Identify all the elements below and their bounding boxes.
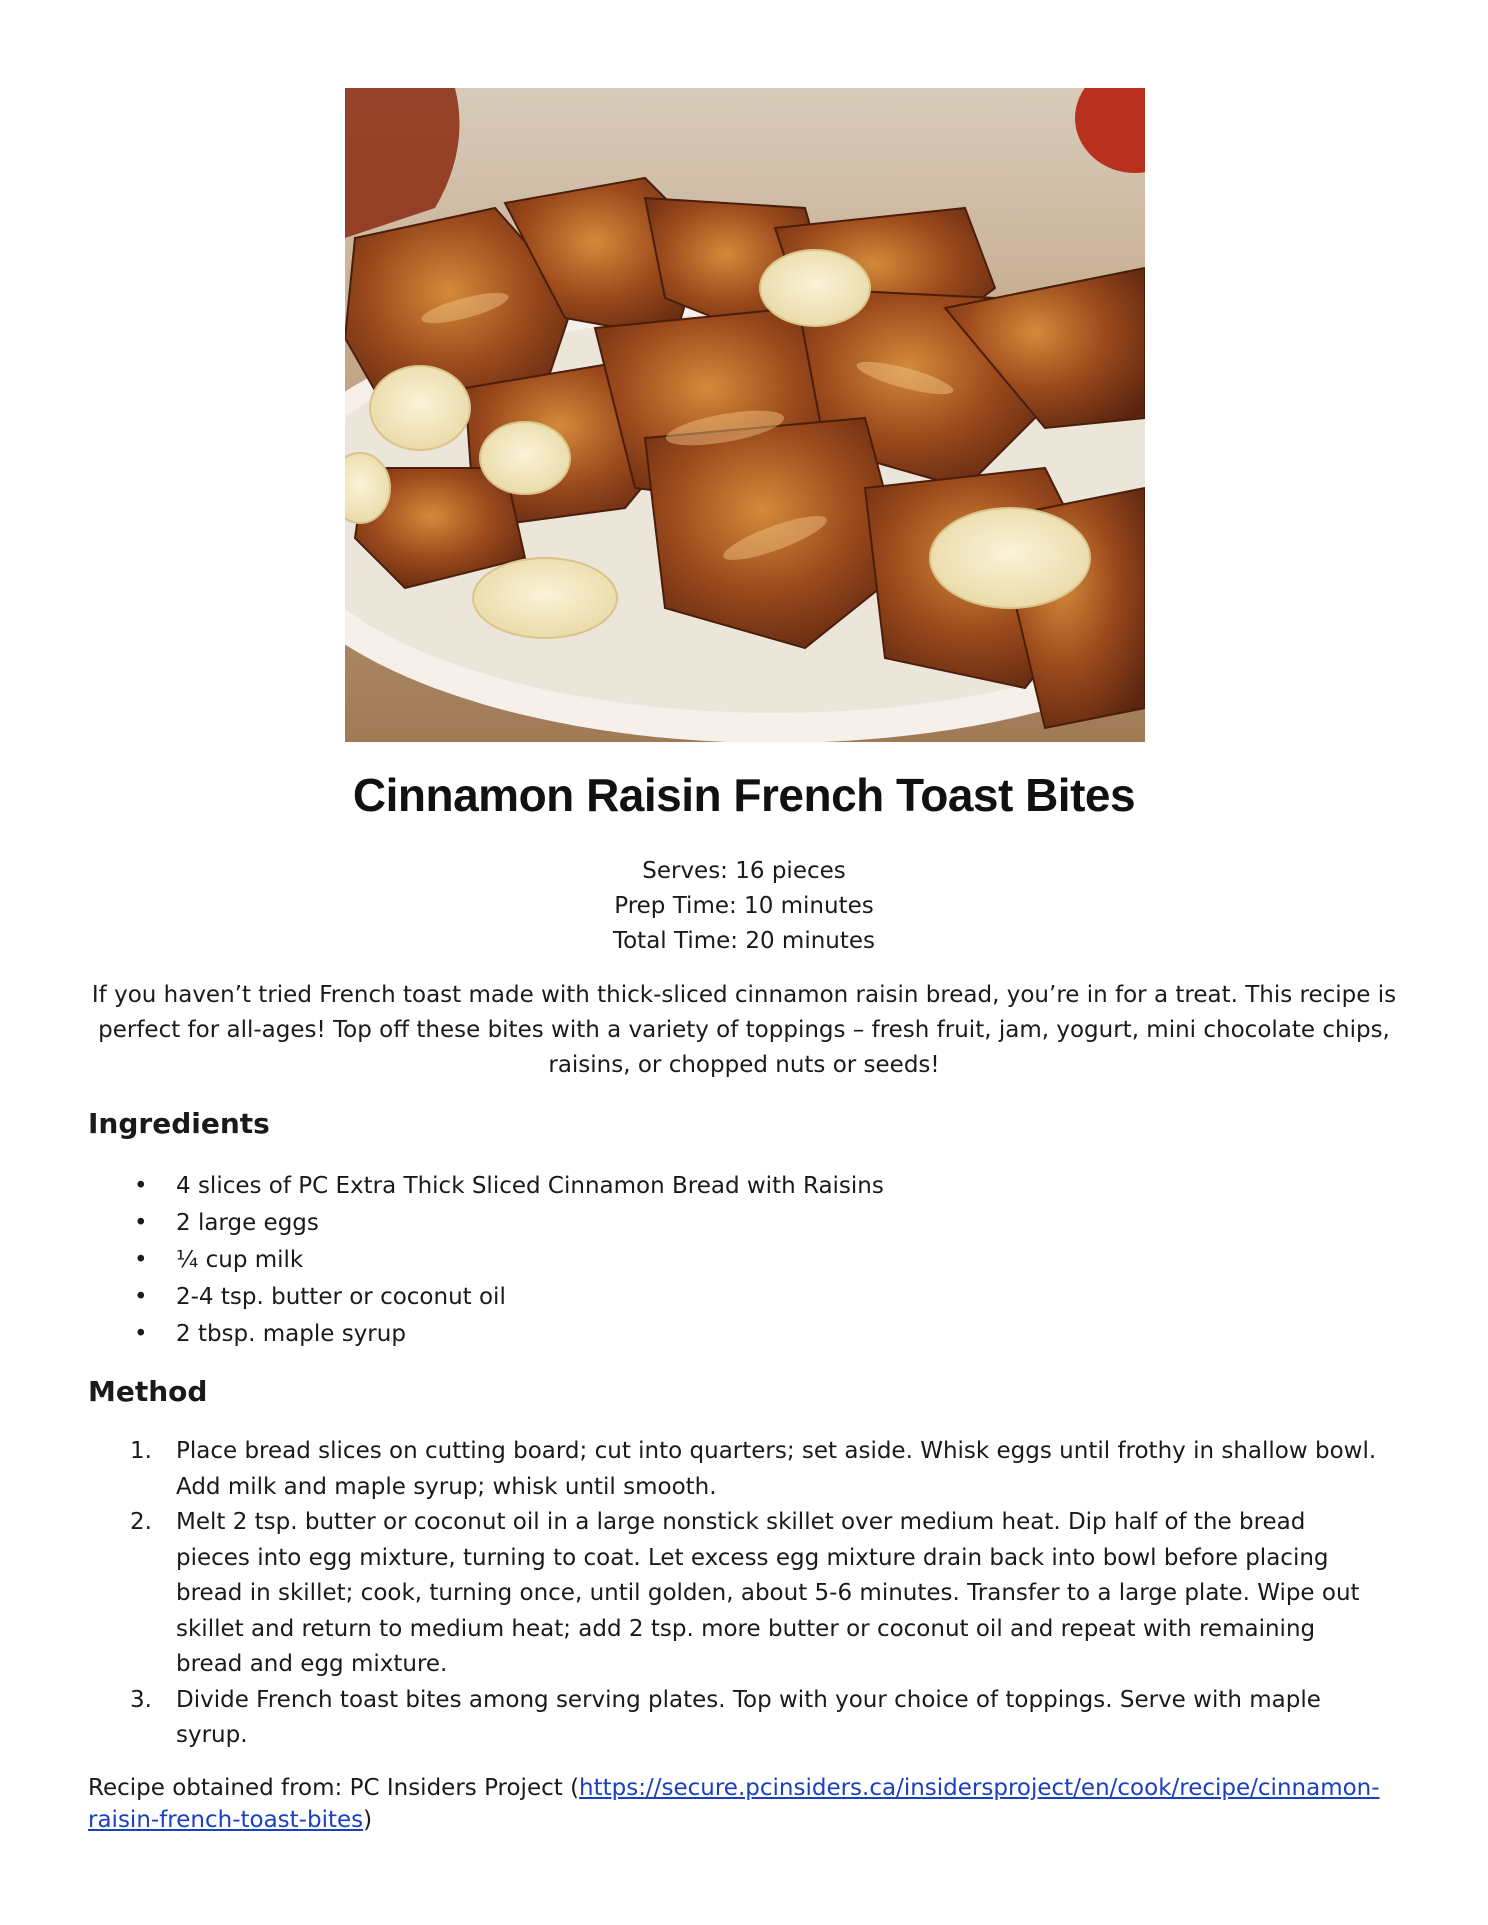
ingredient-item xyxy=(88,1168,1388,1205)
ingredient-text: 2 tbsp. maple syrup xyxy=(176,1321,406,1347)
ingredient-item xyxy=(88,1316,1388,1353)
step-number: 3. xyxy=(130,1686,152,1713)
method-step xyxy=(88,1683,1378,1754)
recipe-intro: If you haven’t tried French toast made with thick-sliced cinnamon raisin bread, you’re in for a treat. This recipe is perfect for all-ages! Top off these bites with a variety of toppings – fresh fruit, jam, yogurt, mini chocolate chips, raisins, or chopped nuts or seeds! xyxy=(91,982,1397,1078)
recipe-meta xyxy=(0,854,1488,959)
ingredient-text: 2-4 tsp. butter or coconut oil xyxy=(176,1284,506,1310)
step-number: 2. xyxy=(130,1509,152,1535)
prep-time-text: Prep Time: 10 minutes xyxy=(614,893,874,919)
ingredient-item xyxy=(88,1279,1388,1316)
method-step xyxy=(88,1505,1378,1683)
ingredients-heading: Ingredients xyxy=(88,1107,270,1140)
step-text: Place bread slices on cutting board; cut into quarters; set aside. Whisk eggs until frothy in shallow bowl. Add milk and maple syrup; whisk until smooth. xyxy=(176,1438,1377,1500)
source-suffix: ) xyxy=(363,1807,373,1833)
bullet-icon: • xyxy=(134,1321,148,1347)
ingredient-text: 2 large eggs xyxy=(176,1210,319,1236)
bullet-icon: • xyxy=(134,1173,148,1199)
ingredient-text: 4 slices of PC Extra Thick Sliced Cinnamon Bread with Raisins xyxy=(176,1173,884,1199)
serves-text: Serves: 16 pieces xyxy=(642,858,846,884)
step-text: Melt 2 tsp. butter or coconut oil in a large nonstick skillet over medium heat. Dip half of the bread pieces into egg mixture, turning to coat. Let excess egg mixture drain back into bowl before placing bread in skillet; cook, turning once, until golden, about 5-6 minutes. Transfer to a large plate. Wipe out skillet and return to medium heat; add 2 tsp. more butter or coconut oil and repeat with remaining bread and egg mixture. xyxy=(176,1509,1360,1677)
ingredient-text: ¼ cup milk xyxy=(176,1247,304,1273)
step-text: Divide French toast bites among serving plates. Top with your choice of toppings. Serve with maple syrup. xyxy=(176,1686,1321,1748)
bullet-icon: • xyxy=(134,1247,148,1273)
bullet-icon: • xyxy=(134,1284,148,1310)
step-number: 1. xyxy=(130,1438,152,1464)
method-step xyxy=(88,1434,1378,1505)
ingredient-item xyxy=(88,1205,1388,1242)
source-prefix: Recipe obtained from: PC Insiders Project ( xyxy=(88,1775,580,1801)
ingredients-list xyxy=(88,1168,1388,1353)
source-link[interactable]: https://secure.pcinsiders.ca/insidersproject/en/cook/recipe/cinnamon-raisin-french-toast-bites xyxy=(88,1775,1380,1833)
recipe-source xyxy=(88,1772,1408,1836)
french-toast-photo xyxy=(345,88,1145,742)
bullet-icon: • xyxy=(134,1210,148,1236)
method-heading: Method xyxy=(88,1375,208,1408)
ingredient-item xyxy=(88,1242,1388,1279)
recipe-title: Cinnamon Raisin French Toast Bites xyxy=(352,769,1136,821)
total-time-text: Total Time: 20 minutes xyxy=(612,928,876,954)
method-list xyxy=(88,1434,1378,1754)
